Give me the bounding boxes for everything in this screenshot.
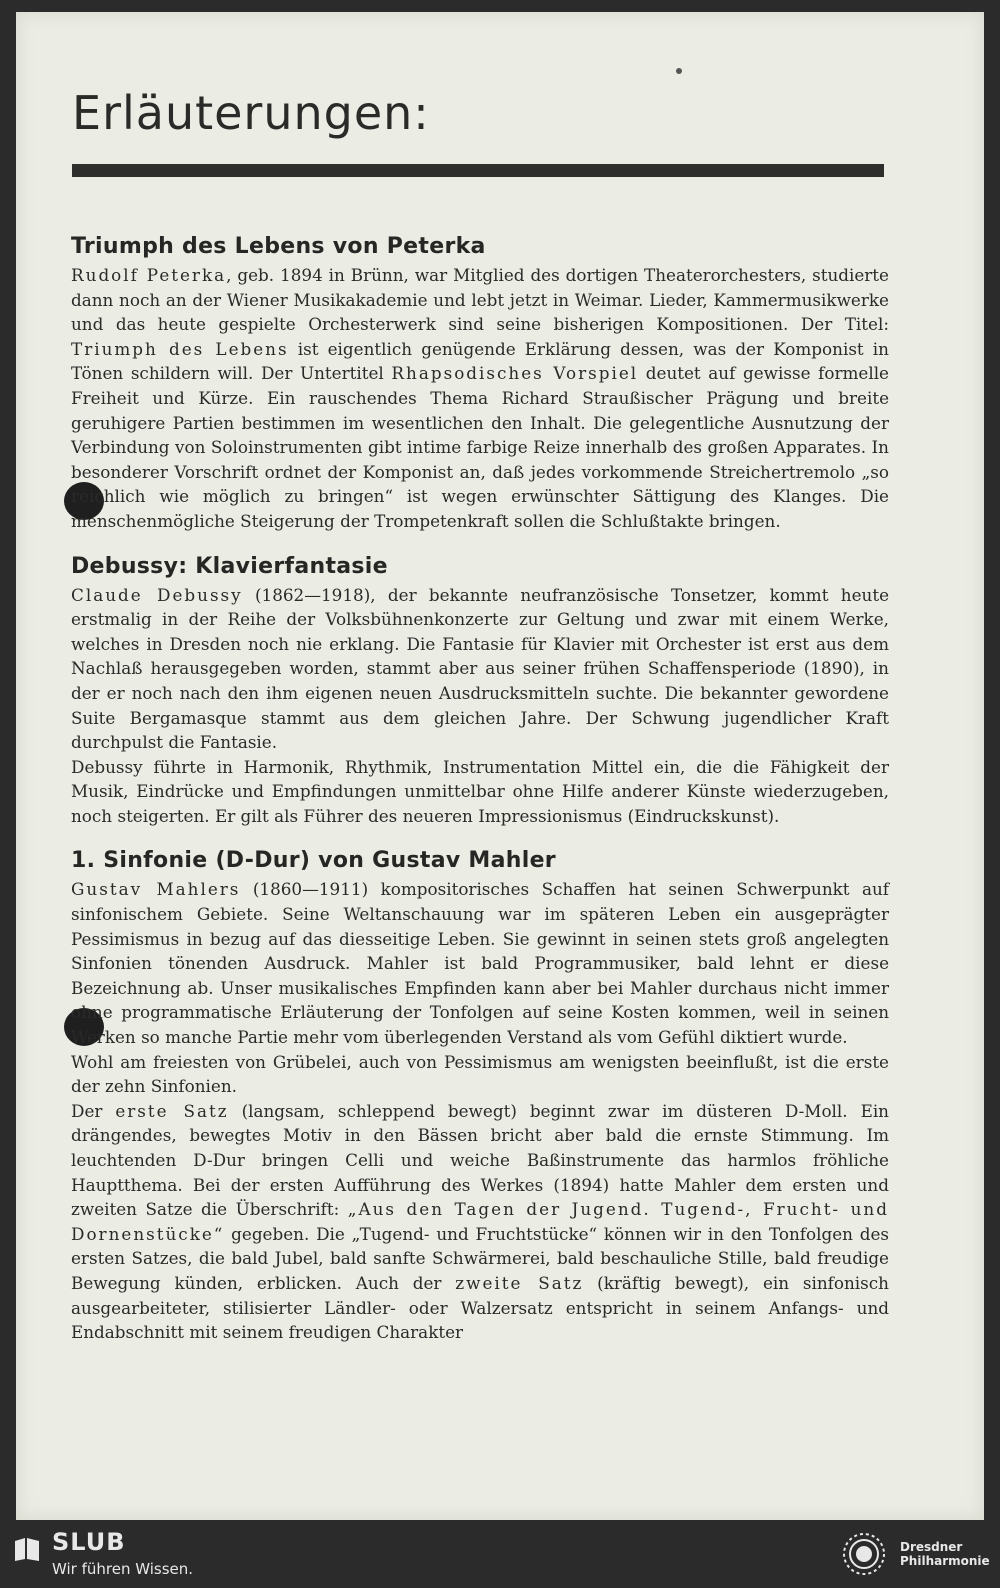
section: [71, 554, 889, 829]
slub-tagline: Wir führen Wissen.: [52, 1560, 194, 1578]
paragraph: [71, 755, 889, 829]
text-run: (langsam, schleppend bewegt) beginnt zwar im düsteren D-Moll. Ein drängendes, bewegtes Motiv in den Bässen bricht aber bald die ernste Stimmung. Im leuchtenden D-Dur bringen Celli und weiche Baßinstrumente das harmlos fröhliche Hauptthema. Bei der ersten Aufführung des Werkes (1894) hatte Mahler dem ersten und zweiten Satze die Überschrift:: [71, 1100, 889, 1220]
paragraph: [71, 583, 889, 755]
text-run: gegeben. Die „Tugend- und Fruchtstücke“ können wir in den Tonfolgen des ersten Satzes, die bald Jubel, bald sanfte Schwärmerei, bald beschauliche Stille, bald freudige Bewegung künden, erblicken. Auch der: [71, 1223, 889, 1293]
footer-bar: [0, 1520, 1000, 1588]
text-run: (1860—1911) kompositorisches Schaffen hat seinen Schwerpunkt auf sinfonischem Gebiete. Seine Weltanschauung war im späteren Leben ein ausgeprägter Pessimismus in bezug auf das diesseitige Leben. Sie gewinnt in seinen stets groß angelegten Sinfonien tönenden Ausdruck. Mahler ist bald Programmusiker, bald lehnt er diese Bezeichnung ab. Unser musikalisches Empfinden kann aber bei Mahler durchaus nicht immer ohne programmatische Erläuterung der Tonfolgen auf seine Kosten kommen, weil in seinen Werken so manche Partie mehr vom überlegenden Verstand als vom Gefühl diktiert wurde.: [71, 879, 889, 1048]
section: [71, 234, 889, 534]
paragraph: [71, 1050, 889, 1099]
section: [71, 848, 889, 1344]
spaced-emphasis: Triumph des Lebens: [71, 338, 289, 359]
section-heading: Triumph des Lebens von Peterka: [71, 234, 486, 259]
text-run: deutet auf gewisse formelle Freiheit und Kürze. Ein rauschendes Thema Richard Straußischer Prägung und breite geruhigere Partien bestimmen im wesentlichen den Inhalt. Die gelegentliche Ausnutzung der Verbindung von Soloinstrumenten gibt intime farbige Reize innerhalb des großen Apparates. In besonderer Vorschrift ordnet der Komponist an, daß jedes vorkommende Streichertremolo „so reichlich wie möglich zu bringen“ ist wegen erwünschter Sättigung des Klanges. Die menschenmögliche Steigerung der Trompetenkraft sollen die Schlußtakte bringen.: [71, 363, 889, 531]
spaced-emphasis: erste Satz: [115, 1100, 229, 1121]
paragraph: [71, 263, 889, 534]
section-heading: 1. Sinfonie (D-Dur) von Gustav Mahler: [71, 848, 556, 874]
page-title: Erläuterungen:: [72, 86, 430, 140]
text-run: Debussy führte in Harmonik, Rhythmik, Instrumentation Mittel ein, die die Fähigkeit der Musik, Eindrücke und Empfindungen unmittelbar ohne Hilfe anderer Künste wiederzugeben, noch steigerten. Er gilt als Führer des neueren Impressionismus (Eindruckskunst).: [71, 756, 889, 826]
title-rule: [72, 164, 884, 177]
text-run: , geb. 1894 in Brünn, war Mitglied des dortigen Theaterorchesters, studierte dann noch an der Wiener Musikakademie und lebt jetzt in Weimar. Lieder, Kammermusikwerke und das heute gespielte Orchesterwerk sind seine bisherigen Kompositionen. Der Titel:: [71, 265, 889, 335]
section-heading: Debussy: Klavierfantasie: [71, 553, 388, 579]
text-run: Wohl am freiesten von Grübelei, auch von Pessimismus am wenigsten beeinflußt, ist die erste der zehn Sinfonien.: [71, 1051, 889, 1097]
philharmonie-logo-icon: [838, 1528, 890, 1580]
spaced-emphasis: Claude Debussy: [71, 584, 243, 605]
book-icon: [12, 1534, 42, 1564]
document-body: [71, 234, 889, 1365]
document-page: [16, 12, 984, 1520]
spaced-emphasis: Rudolf Peterka: [71, 265, 227, 285]
spaced-emphasis: Rhapsodisches Vorspiel: [391, 363, 639, 384]
text-run: Der: [71, 1100, 116, 1121]
text-run: (1862—1918), der bekannte neufranzösische Tonsetzer, kommt heute erstmalig in der Reihe der Volksbühnenkonzerte zur Geltung und zwar mit einem Werke, welches in Dresden noch nie erklang. Die Fantasie für Klavier mit Orchester ist erst aus dem Nachlaß herausgegeben worden, stammt aber aus seiner frühen Schaffensperiode (1890), in der er noch nach den ihm eigenen neuen Ausdrucksmitteln suchte. Die bekannter gewordene Suite Bergamasque stammt aus dem gleichen Jahre. Der Schwung jugendlicher Kraft durchpulst die Fantasie.: [71, 584, 890, 753]
philharmonie-logo-text[interactable]: Dresdner Philharmonie: [900, 1540, 990, 1568]
slub-logo-text[interactable]: SLUB: [52, 1528, 126, 1556]
text-run: (kräftig bewegt), ein sinfonisch ausgearbeiteter, stilisierter Ländler- oder Walzersatz entspricht in seinem Anfangs- und Endabschnitt mit seinem freudigen Charakter: [71, 1272, 889, 1343]
paragraph: [71, 1099, 889, 1345]
spaced-emphasis: Gustav Mahlers: [71, 879, 241, 900]
paper-speck: [676, 68, 682, 74]
spaced-emphasis: zweite Satz: [455, 1272, 584, 1293]
text-run: ist eigentlich genügende Erklärung dessen, was der Komponist in Tönen schildern will. Der Untertitel: [71, 338, 889, 384]
paragraph: [71, 877, 889, 1049]
spaced-emphasis: „Aus den Tagen der Jugend. Tugend-, Frucht- und Dornenstücke“: [71, 1199, 889, 1244]
